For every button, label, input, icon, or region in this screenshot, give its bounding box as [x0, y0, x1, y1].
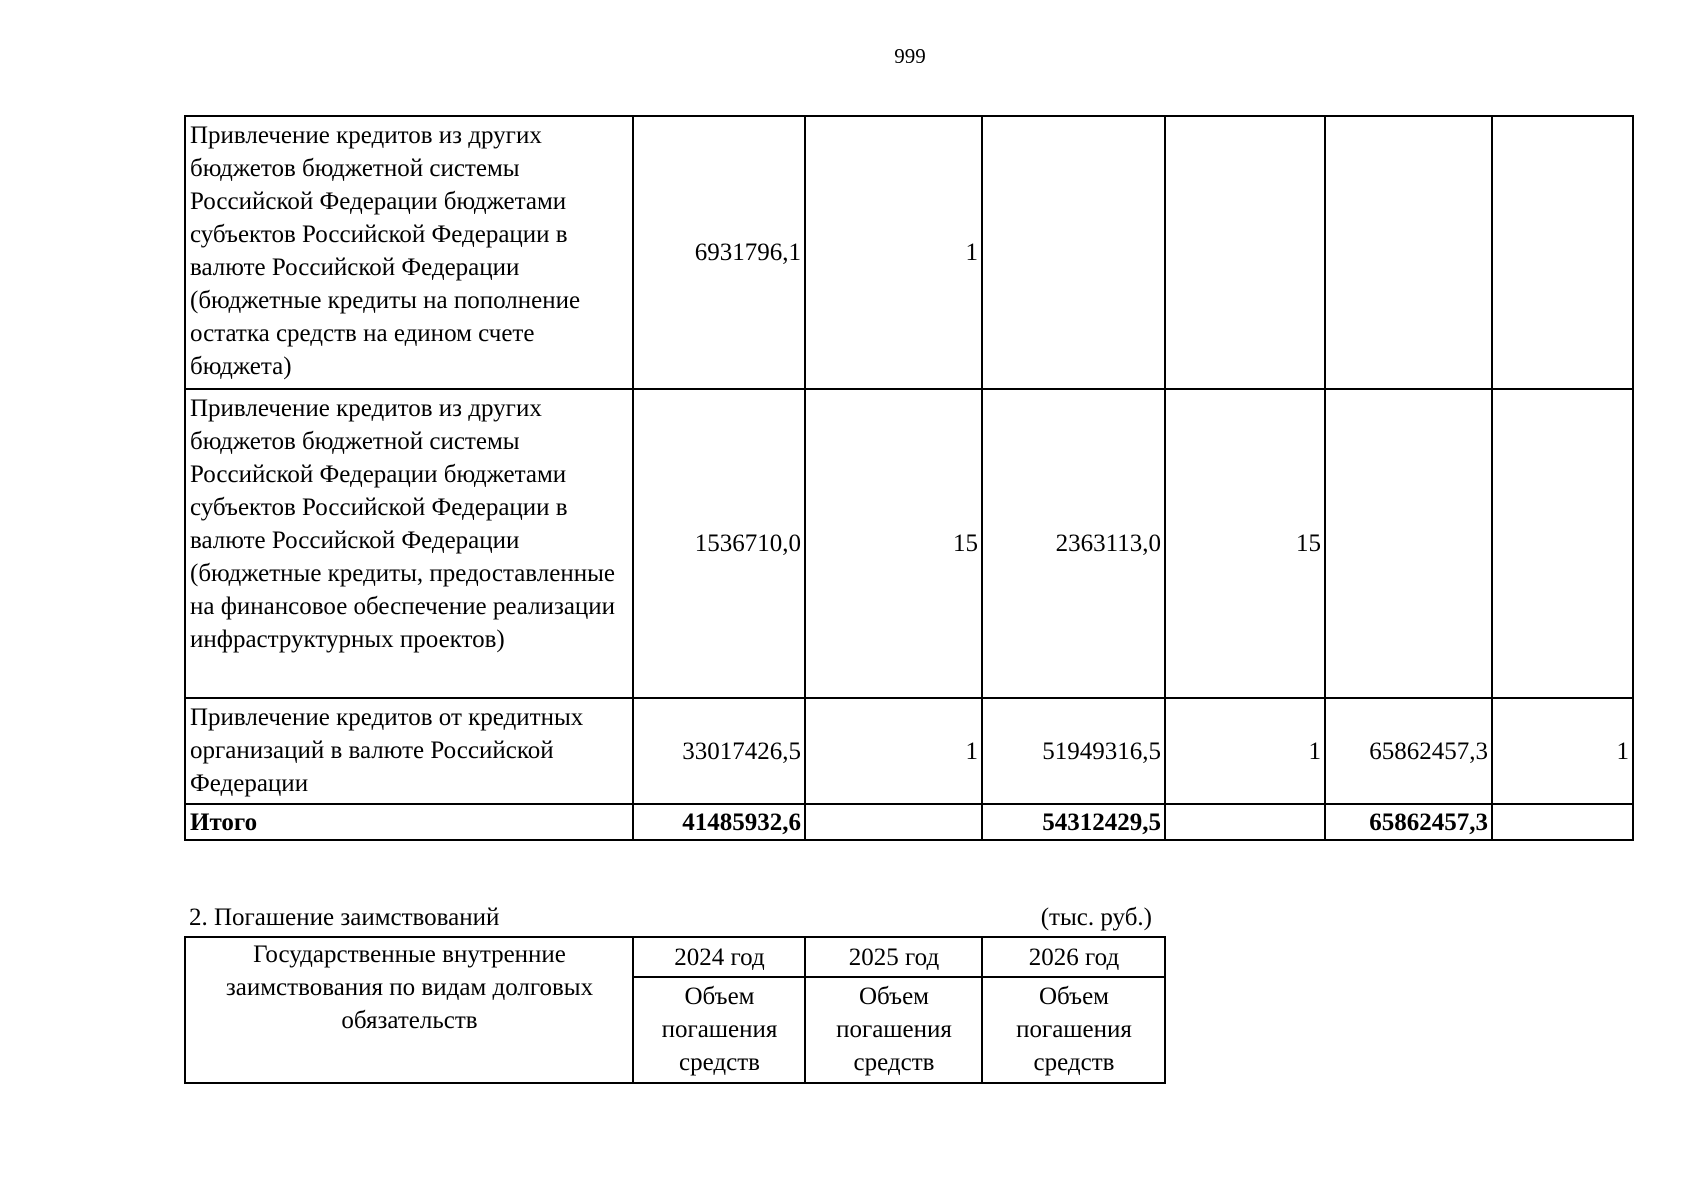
term-2024: 15: [805, 389, 982, 698]
row-description: Привлечение кредитов из других бюджетов бюджетной системы Российской Федерации бюджетами субъектов Российской Федерации в валюте Российской Федерации (бюджетные кредиты, предоставленные на финансовое обеспечение реализации инфраструктурных проектов): [185, 389, 633, 698]
total-term-2025-empty: [1165, 804, 1325, 840]
table-row: [185, 116, 1633, 389]
repayment-table: [184, 936, 1166, 1084]
term-2026: [1492, 116, 1633, 389]
table-row: [185, 698, 1633, 804]
total-row: [185, 804, 1633, 840]
header-description: Государственные внутренние заимствования по видам долговых обязательств: [185, 937, 633, 1083]
term-2025: 1: [1165, 698, 1325, 804]
total-2024: 41485932,6: [633, 804, 805, 840]
borrowing-table: [184, 115, 1634, 841]
total-term-2026-empty: [1492, 804, 1633, 840]
term-2026: 1: [1492, 698, 1633, 804]
row-description: Привлечение кредитов из других бюджетов бюджетной системы Российской Федерации бюджетами субъектов Российской Федерации в валюте Российской Федерации (бюджетные кредиты на пополнение остатка средств на едином счете бюджета): [185, 116, 633, 389]
row-description: Привлечение кредитов от кредитных организаций в валюте Российской Федерации: [185, 698, 633, 804]
amount-2024: 1536710,0: [633, 389, 805, 698]
total-label: Итого: [185, 804, 633, 840]
amount-2026: [1325, 389, 1492, 698]
term-2024: 1: [805, 116, 982, 389]
total-term-2024-empty: [805, 804, 982, 840]
table-row: [185, 389, 1633, 698]
amount-2025: 2363113,0: [982, 389, 1165, 698]
term-2025: 15: [1165, 389, 1325, 698]
subheader-2026: Объем погашения средств: [982, 977, 1165, 1083]
subheader-2025: Объем погашения средств: [805, 977, 982, 1083]
subheader-2024: Объем погашения средств: [633, 977, 805, 1083]
units-label: (тыс. руб.): [1040, 904, 1152, 931]
total-2026: 65862457,3: [1325, 804, 1492, 840]
table-header-row: [185, 937, 1165, 977]
amount-2026: 65862457,3: [1325, 698, 1492, 804]
amount-2025: 51949316,5: [982, 698, 1165, 804]
page-number: 999: [894, 44, 926, 68]
year-2024: 2024 год: [633, 937, 805, 977]
amount-2026: [1325, 116, 1492, 389]
year-2025: 2025 год: [805, 937, 982, 977]
term-2024: 1: [805, 698, 982, 804]
amount-2024: 6931796,1: [633, 116, 805, 389]
amount-2024: 33017426,5: [633, 698, 805, 804]
total-2025: 54312429,5: [982, 804, 1165, 840]
amount-2025: [982, 116, 1165, 389]
term-2026: [1492, 389, 1633, 698]
section-title: 2. Погашение заимствований: [189, 904, 500, 931]
term-2025: [1165, 116, 1325, 389]
year-2026: 2026 год: [982, 937, 1165, 977]
